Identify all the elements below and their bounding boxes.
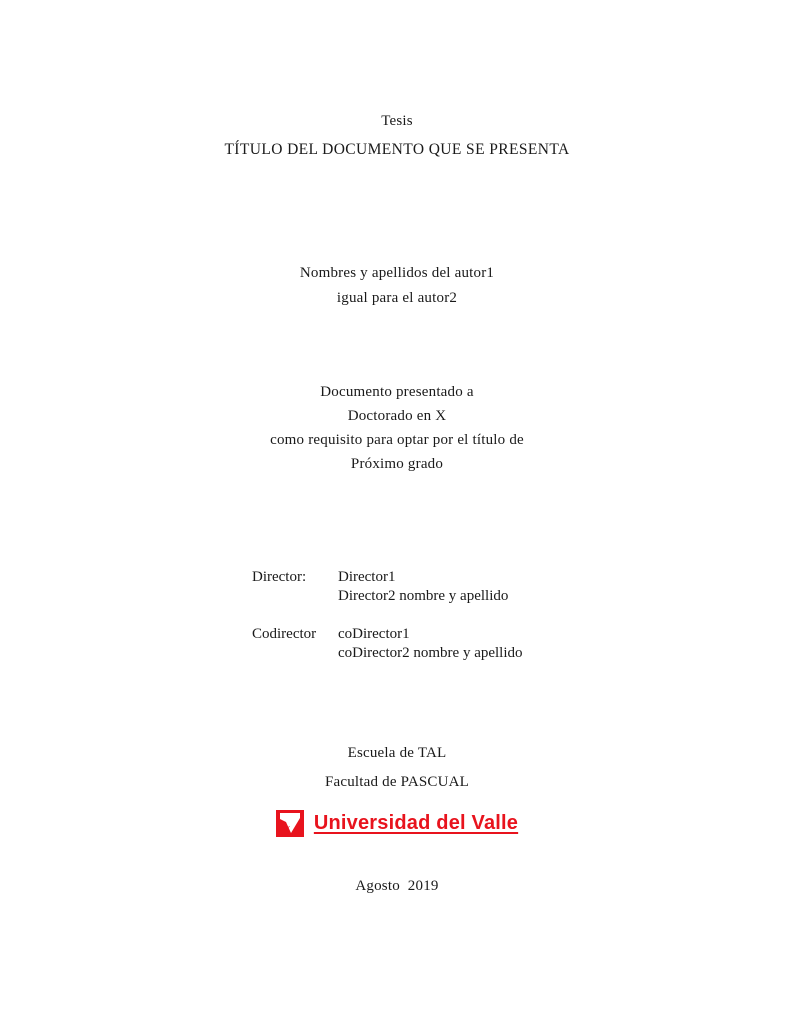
univalle-logo-icon bbox=[276, 810, 304, 837]
date-line: Agosto 2019 bbox=[355, 878, 439, 894]
doc-type-line: Tesis bbox=[381, 113, 413, 129]
director-label-spacer bbox=[252, 587, 338, 606]
codirector-name-2: coDirector2 nombre y apellido bbox=[338, 645, 523, 661]
codirector-group bbox=[252, 625, 523, 663]
university-logo-row bbox=[0, 810, 794, 837]
presentation-line-4: Próximo grado bbox=[350, 456, 444, 472]
author2-line: igual para el autor2 bbox=[336, 290, 458, 306]
svg-text:V: V bbox=[284, 825, 290, 833]
presentation-line-3: como requisito para optar por el título de bbox=[270, 432, 524, 448]
faculty-line: Facultad de PASCUAL bbox=[324, 774, 470, 790]
school-line: Escuela de TAL bbox=[347, 745, 447, 761]
codirector-label: Codirector bbox=[252, 626, 317, 642]
presentation-line-2: Doctorado en X bbox=[347, 408, 447, 424]
directors-block bbox=[252, 568, 523, 682]
university-wordmark: Universidad del Valle bbox=[313, 812, 519, 834]
author1-line: Nombres y apellidos del autor1 bbox=[299, 265, 495, 281]
presentation-line-1: Documento presentado a bbox=[320, 384, 474, 400]
director-name-1: Director1 bbox=[338, 569, 396, 585]
codirector-label-spacer bbox=[252, 644, 338, 663]
director-name-2: Director2 nombre y apellido bbox=[338, 588, 509, 604]
codirector-name-1: coDirector1 bbox=[338, 626, 410, 642]
director-group bbox=[252, 568, 523, 606]
director-label: Director: bbox=[252, 569, 307, 585]
document-title: TÍTULO DEL DOCUMENTO QUE SE PRESENTA bbox=[224, 141, 570, 158]
